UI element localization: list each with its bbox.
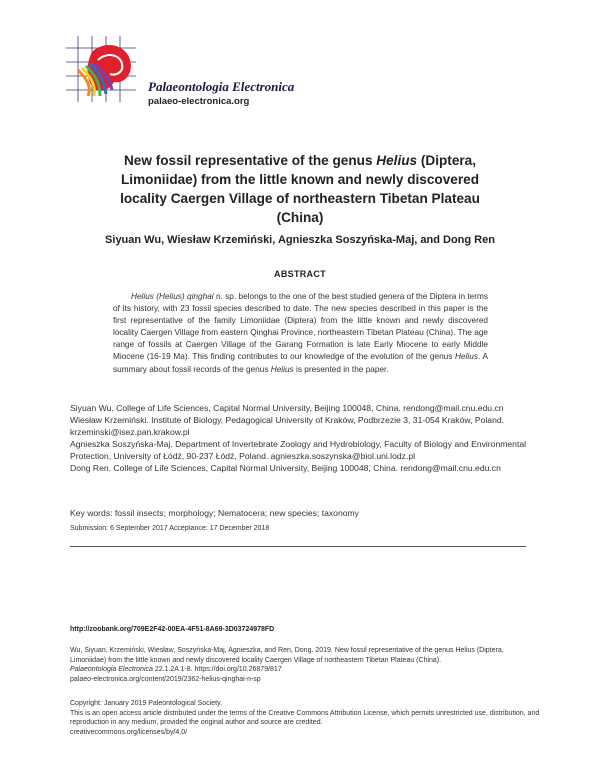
journal-url[interactable]: palaeo-electronica.org <box>148 96 250 107</box>
license-link[interactable]: creativecommons.org/licenses/by/4.0/ <box>70 728 188 736</box>
citation-url[interactable]: palaeo-electronica.org/content/2019/2362-helius-qinghai-n-sp <box>70 675 261 683</box>
journal-name: Palaeontologia Electronica <box>148 79 295 94</box>
journal-logo-icon <box>64 34 138 104</box>
section-divider <box>70 546 526 547</box>
abstract-genus1: Helius <box>455 352 478 362</box>
abstract-part2: . A summary about fossil records of the genus <box>113 352 488 374</box>
affiliation-item: Siyuan Wu. College of Life Sciences, Capital Normal University, Beijing 100048, China. rendong@mail.cnu.edu.cn <box>70 403 504 413</box>
abstract-body <box>113 291 488 376</box>
abstract-part3: is presented in the paper. <box>293 364 389 374</box>
citation-block <box>70 646 540 684</box>
affiliation-item: Wiesław Krzemiński. Institute of Biology, Pedagogical University of Kraków, Podbrzezie 3, 31-054 Kraków, Poland. krzeminski@isez.pan.krakow.pl <box>70 415 505 438</box>
title-rest: (Diptera, Limoniidae) from the little known and newly discovered locality Caergen Village of northeastern Tibetan Plateau (China) <box>120 153 480 225</box>
abstract-species: Helius (Helius) qinghai <box>131 292 214 301</box>
abstract-genus2: Helius <box>270 364 294 374</box>
copyright-block <box>70 699 540 737</box>
citation-doi[interactable]: 22.1.2A 1-8. https://doi.org/10.26879/817 <box>152 666 282 674</box>
affiliations <box>70 402 540 475</box>
affiliation-item: Agnieszka Soszyńska-Maj. Department of Invertebrate Zoology and Hydrobiology, Faculty of Biology and Environmental Protection, University of Łódź, 90-237 Łódź, Poland. agnieszka.soszynska@biol.uni.lodz.pl <box>70 439 527 462</box>
citation-line1: Wu, Siyuan, Krzemiński, Wiesław, Soszyńska-Maj, Agnieszka, and Ren, Dong. 2019. New fossil representative of the genus Helius (Diptera, Limoniidae) from the little known and newly discovered locality Caergen Village of northeastern Tibetan Plateau (China). <box>70 647 504 664</box>
submission-dates: Submission: 6 September 2017 Acceptance: 17 December 2018 <box>70 525 270 532</box>
copyright-license: This is an open access article distributed under the terms of the Creative Commons Attribution License, which permits unrestricted use, distribution, and reproduction in any medium, provided the original author and source are credited. <box>70 709 540 727</box>
author-list: Siyuan Wu, Wiesław Krzemiński, Agnieszka Soszyńska-Maj, and Dong Ren <box>105 234 495 246</box>
article-title <box>100 151 500 227</box>
zoobank-link[interactable]: http://zoobank.org/709E2F42-00EA-4F51-8A69-3D03724978FD <box>70 626 275 633</box>
citation-line2 <box>70 665 540 675</box>
keywords: Key words: fossil insects; morphology; Nematocera; new species; taxonomy <box>70 508 359 518</box>
title-line1: New fossil representative of the genus <box>123 153 377 168</box>
citation-journal: Palaeontologia Electronica <box>70 666 153 674</box>
affiliation-item: Dong Ren. College of Life Sciences, Capital Normal University, Beijing 100048, China. rendong@mail.cnu.edu.cn <box>70 463 501 474</box>
copyright-line1: Copyright: January 2019 Paleontological Society. <box>70 700 223 707</box>
title-genus: Helius <box>376 153 418 168</box>
abstract-heading: ABSTRACT <box>274 269 326 279</box>
abstract-part1: n. sp. belongs to the one of the best studied genera of the Diptera in terms of its history, with 23 fossil species described to date. The new species described in this paper is the first representative of the family Limoniidae (Diptera) from the little known and newly discovered locality Caergen Village from eastern Qinghai Province, northeastern Tibetan Plateau (China). The age range of fossils at Caergen Village of the Garang Formation is late Early Miocene to early Middle Miocene (16-19 Ma). This finding contributes to our knowledge of the evolution of the genus <box>113 292 488 362</box>
